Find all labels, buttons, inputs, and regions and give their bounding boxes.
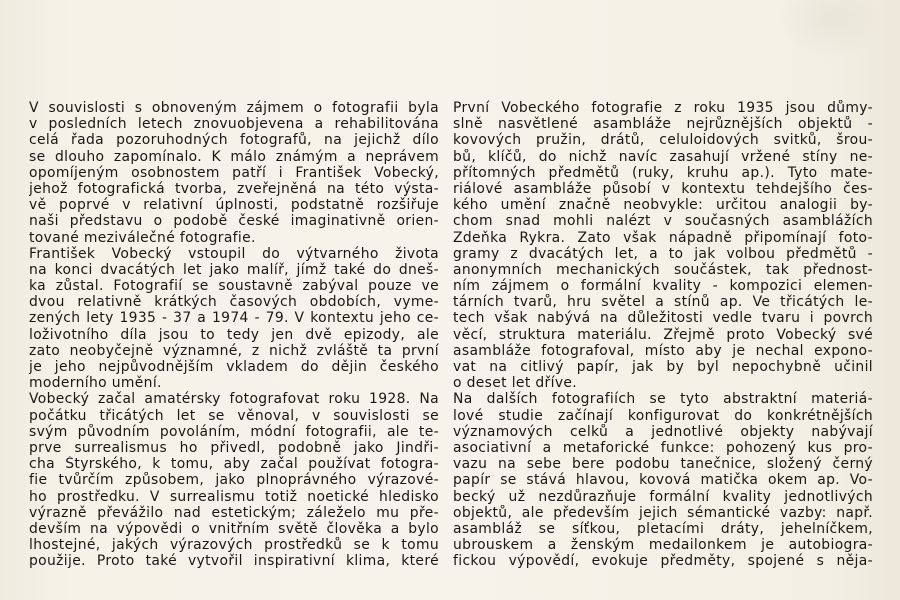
left-text-column xyxy=(29,100,439,569)
text-line: moderního umění. xyxy=(29,375,162,392)
text-line: svým původním povoláním, módní fotografii, ale te- xyxy=(29,423,439,440)
show-through-mark xyxy=(780,0,880,60)
text-line: jehož fotografická tvorba, zveřejněná na této výsta- xyxy=(29,180,439,197)
text-line: ním zájmem o formální kvality - kompozici elemen- xyxy=(453,278,873,295)
text-line: tech však nabývá na důležitosti vedle tvaru i povrch xyxy=(453,310,873,327)
text-line: František Vobecký vstoupil do výtvarného života xyxy=(29,245,439,262)
text-line: o deset let dříve. xyxy=(453,375,578,392)
text-line: anonymních mechanických součástek, tak přednost- xyxy=(453,261,873,278)
text-line: prve surrealismus ho přivedl, podobně jako Jindři- xyxy=(29,439,439,456)
text-line: cha Štyrského, k tomu, aby začal používat fotogra- xyxy=(29,456,439,473)
text-line: ho prostředku. V surrealismu totiž noetické hledisko xyxy=(29,488,439,505)
text-line: asambláž se síťkou, pletacími dráty, jehelníčkem, xyxy=(453,520,873,537)
text-line: výrazně převážilo nad estetickým; záleželo mu pře- xyxy=(29,504,439,521)
text-line: opomíjeným osobnostem patří i František Vobecký, xyxy=(29,164,439,181)
text-line: ka zůstal. Fotografií se soustavně zabýval pouze ve xyxy=(29,278,439,295)
text-line: přítomných předmětů (ruky, kruhu ap.). Tyto mate- xyxy=(453,164,873,181)
text-line: tárních tvarů, hru světel a stínů ap. Ve třicátých le- xyxy=(453,294,873,311)
text-line: dvou relativně krátkých časových obdobích, vyme- xyxy=(29,294,439,311)
text-line: asambláže fotografoval, místo aby je nechal expono- xyxy=(453,342,873,359)
text-line: fickou výpovědí, evokuje předměty, spojené s něja- xyxy=(453,553,873,570)
text-line: na konci dvacátých let jako malíř, jímž také do dneš- xyxy=(29,261,439,278)
text-line: použije. Proto také vytvořil inspirativní klima, které xyxy=(29,553,439,570)
text-line: loživotního díla jsou to tedy jen dvě epizody, ale xyxy=(29,326,439,343)
text-line: slně nasvětlené asambláže nejrůznějších objektů - xyxy=(453,116,873,133)
text-line: chom snad mohli nalézt v současných asamblážích xyxy=(453,213,873,230)
text-line: asociativní a metaforické funkce: pohozený kus pro- xyxy=(453,439,873,456)
text-line: objektů, ale především jejich sémantické vazby: např. xyxy=(453,504,873,521)
text-line: Vobecký začal amatérsky fotografovat roku 1928. Na xyxy=(29,391,439,408)
text-line: První Vobeckého fotografie z roku 1935 jsou důmy- xyxy=(453,100,873,116)
text-line: kovových pružin, drátů, celuloidových svitků, šrou- xyxy=(453,132,873,149)
text-line: devším na výpovědi o vnitřním světě člověka a bylo xyxy=(29,520,439,537)
text-line: riálové asambláže působí v kontextu tehdejšího čes- xyxy=(453,180,873,197)
text-line: se dlouho zapomínalo. K málo známým a neprávem xyxy=(29,148,439,165)
text-line: ubrouskem a ženským medailonkem je autobiogra- xyxy=(453,537,873,554)
text-line: vě poprvé v relativní úplnosti, podstatně rozšiřuje xyxy=(29,197,439,214)
text-line: počátku třicátých let se věnoval, v souvislosti se xyxy=(29,407,439,424)
text-line: Zdeňka Rykra. Zato však nápadně připomínají foto- xyxy=(453,229,873,246)
text-line: vazu na sebe bere podobu tanečnice, složený černý xyxy=(453,456,873,473)
text-line: v posledních letech znovuobjevena a rehabilitována xyxy=(29,116,439,133)
text-line: významových celků a jednotlivé objekty nabývají xyxy=(453,423,873,440)
text-line: fie tvůrčím způsobem, jako plnoprávného výrazové- xyxy=(29,472,439,489)
text-line: naši představu o podobě české imaginativně orien- xyxy=(29,213,439,230)
text-line: zato neobyčejně významné, z nichž zvláště ta první xyxy=(29,342,439,359)
text-line: tované meziválečné fotografie. xyxy=(29,229,256,246)
text-line: celá řada pozoruhodných fotografů, na jejichž dílo xyxy=(29,132,439,149)
text-line: papír se stává hlavou, kovová matička okem ap. Vo- xyxy=(453,472,873,489)
text-line: V souvislosti s obnoveným zájmem o fotografii byla xyxy=(29,100,439,116)
text-line: lhostejné, jakých výrazových prostředků se k tomu xyxy=(29,537,439,554)
text-line: Na dalších fotografiích se tyto abstraktní materiá- xyxy=(453,391,873,408)
text-line: becký už nezdůrazňuje formální kvality jednotlivých xyxy=(453,488,873,505)
text-line: gramy z dvacátých let, a to jak volbou předmětů - xyxy=(453,245,873,262)
text-line: věcí, struktura materiálu. Zřejmě proto Vobecký své xyxy=(453,326,873,343)
text-line: vat na citlivý papír, jak by byl nepochybně učinil xyxy=(453,359,873,375)
text-line: je jeho nejpůvodnějším vkladem do dějin českého xyxy=(29,359,439,375)
text-line: lové studie začínají konfigurovat do konkrétnějších xyxy=(453,407,873,424)
text-line: kého umění značně neobvykle: určitou analogii by- xyxy=(453,197,873,214)
text-line: bů, klíčů, do nichž navíc zasahují vržené stíny ne- xyxy=(453,148,873,165)
text-line: zených lety 1935 - 37 a 1974 - 79. V kontextu jeho ce- xyxy=(29,310,439,327)
right-text-column xyxy=(453,100,873,569)
